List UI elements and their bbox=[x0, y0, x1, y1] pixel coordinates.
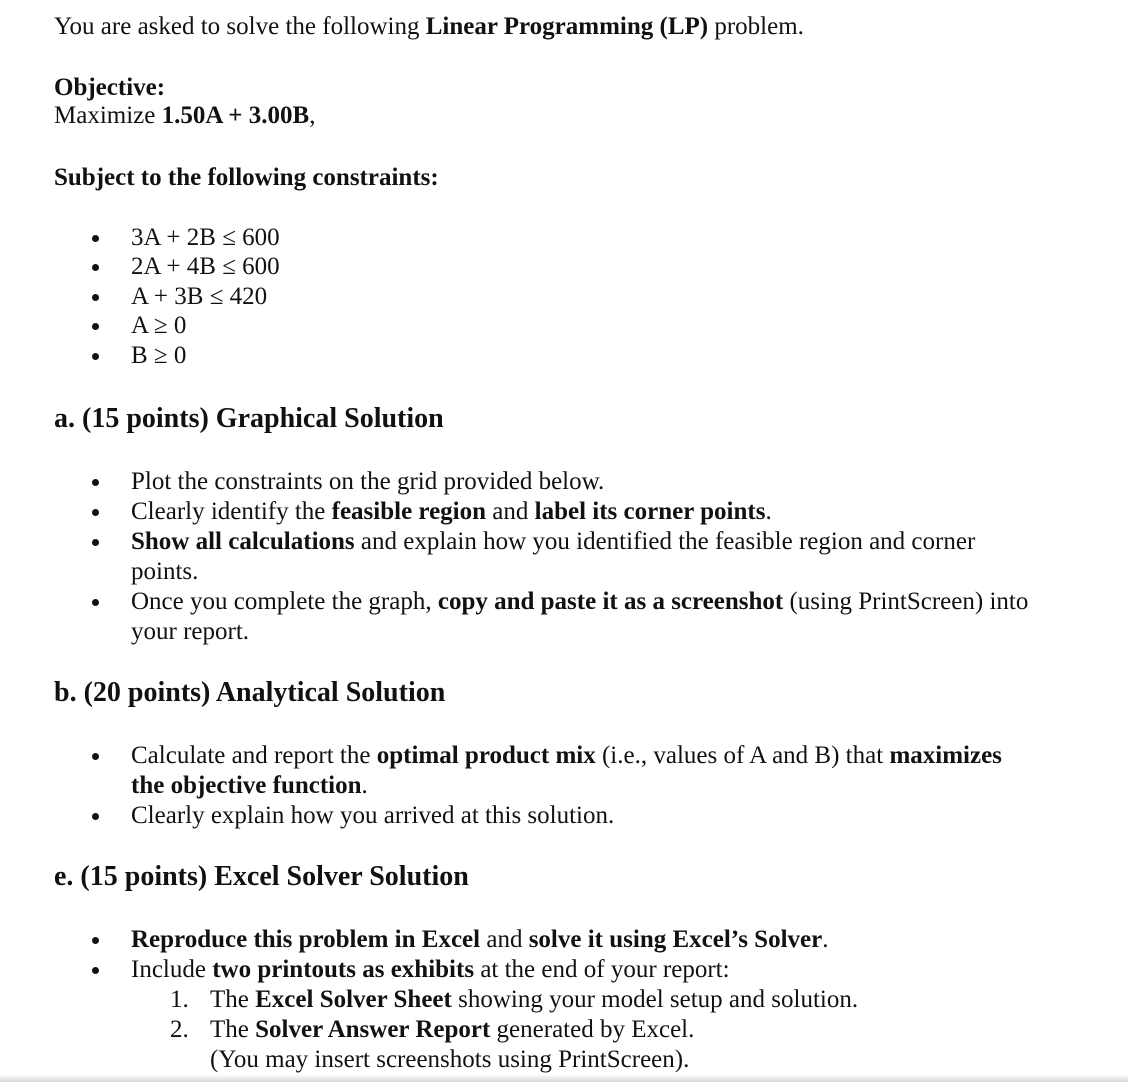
bullet-icon bbox=[92, 539, 99, 546]
text: and explain how you identified the feasible region and corner bbox=[354, 528, 976, 555]
objective-expression: 1.50A + 3.00B bbox=[161, 102, 310, 129]
bold-text: Show all calculations bbox=[131, 528, 355, 555]
text: (i.e., values of A and B) that bbox=[595, 742, 890, 769]
part-e-bullet-2 bbox=[131, 955, 730, 985]
numbered-marker-1: 1. bbox=[170, 986, 189, 1013]
bold-text: label its corner points bbox=[534, 498, 766, 525]
intro-text: You are asked to solve the following bbox=[54, 13, 426, 40]
bullet-icon bbox=[92, 813, 99, 820]
part-a-bullet-4-cont: your report. bbox=[131, 618, 250, 645]
numbered-item-1 bbox=[210, 985, 858, 1015]
part-a-bullet-3-cont: points. bbox=[131, 558, 199, 585]
constraint-item: A ≥ 0 bbox=[131, 312, 187, 339]
text: . bbox=[361, 772, 368, 799]
constraint-item: 2A + 4B ≤ 600 bbox=[131, 253, 280, 280]
objective-line bbox=[54, 101, 315, 131]
numbered-marker-2: 2. bbox=[170, 1016, 189, 1043]
objective-text: Maximize bbox=[54, 102, 162, 129]
constraints-heading: Subject to the following constraints: bbox=[54, 164, 439, 191]
bullet-icon bbox=[92, 967, 99, 974]
bold-text: solve it using Excel’s Solver bbox=[528, 926, 823, 953]
bullet-icon bbox=[92, 937, 99, 944]
bold-text: the objective function bbox=[131, 772, 362, 799]
part-a-bullet-3 bbox=[131, 527, 975, 557]
part-e-heading: e. (15 points) Excel Solver Solution bbox=[54, 861, 469, 892]
bullet-icon bbox=[92, 479, 99, 486]
text: and bbox=[486, 498, 535, 525]
part-a-bullet-2 bbox=[131, 497, 772, 527]
text: Include bbox=[131, 956, 213, 983]
text: Once you complete the graph, bbox=[131, 588, 438, 615]
text: generated by Excel. bbox=[490, 1016, 695, 1043]
bold-text: feasible region bbox=[331, 498, 487, 525]
bold-text: maximizes bbox=[889, 742, 1002, 769]
part-e-bullet-1 bbox=[131, 925, 828, 955]
numbered-item-2 bbox=[210, 1015, 694, 1045]
bullet-icon bbox=[92, 509, 99, 516]
bold-text: two printouts as exhibits bbox=[212, 956, 475, 983]
objective-heading: Objective: bbox=[54, 74, 166, 101]
bullet-icon bbox=[92, 599, 99, 606]
bold-text: optimal product mix bbox=[376, 742, 596, 769]
text: The bbox=[210, 986, 256, 1013]
text: showing your model setup and solution. bbox=[451, 986, 859, 1013]
objective-comma: , bbox=[309, 102, 316, 129]
bullet-icon bbox=[92, 294, 99, 301]
part-a-bullet-4 bbox=[131, 587, 1028, 617]
bullet-icon bbox=[92, 353, 99, 360]
text: . bbox=[822, 926, 829, 953]
intro-bold: Linear Programming (LP) bbox=[425, 13, 709, 40]
text: and bbox=[480, 926, 529, 953]
text: The bbox=[210, 1016, 256, 1043]
text: at the end of your report: bbox=[474, 956, 730, 983]
intro-text-end: problem. bbox=[708, 13, 804, 40]
part-a-heading: a. (15 points) Graphical Solution bbox=[54, 403, 444, 434]
part-a-bullet-1: Plot the constraints on the grid provided below. bbox=[131, 468, 605, 495]
text: Clearly identify the bbox=[131, 498, 332, 525]
intro-line bbox=[54, 12, 804, 42]
part-b-bullet-1-cont bbox=[131, 771, 368, 801]
numbered-item-2-cont: (You may insert screenshots using PrintScreen). bbox=[210, 1046, 690, 1073]
constraint-item: 3A + 2B ≤ 600 bbox=[131, 224, 280, 251]
constraint-item: B ≥ 0 bbox=[131, 342, 187, 369]
bold-text: Solver Answer Report bbox=[255, 1016, 491, 1043]
part-b-bullet-1 bbox=[131, 741, 1002, 771]
constraint-item: A + 3B ≤ 420 bbox=[131, 283, 268, 310]
bullet-icon bbox=[92, 264, 99, 271]
bold-text: Excel Solver Sheet bbox=[255, 986, 452, 1013]
page-bottom-shadow bbox=[0, 1074, 1128, 1082]
bold-text: copy and paste it as a screenshot bbox=[437, 588, 784, 615]
bullet-icon bbox=[92, 323, 99, 330]
text: . bbox=[765, 498, 772, 525]
bullet-icon bbox=[92, 753, 99, 760]
part-b-bullet-2: Clearly explain how you arrived at this solution. bbox=[131, 802, 615, 829]
bold-text: Reproduce this problem in Excel bbox=[131, 926, 481, 953]
bullet-icon bbox=[92, 235, 99, 242]
text: Calculate and report the bbox=[131, 742, 377, 769]
text: (using PrintScreen) into bbox=[783, 588, 1029, 615]
part-b-heading: b. (20 points) Analytical Solution bbox=[54, 677, 446, 708]
